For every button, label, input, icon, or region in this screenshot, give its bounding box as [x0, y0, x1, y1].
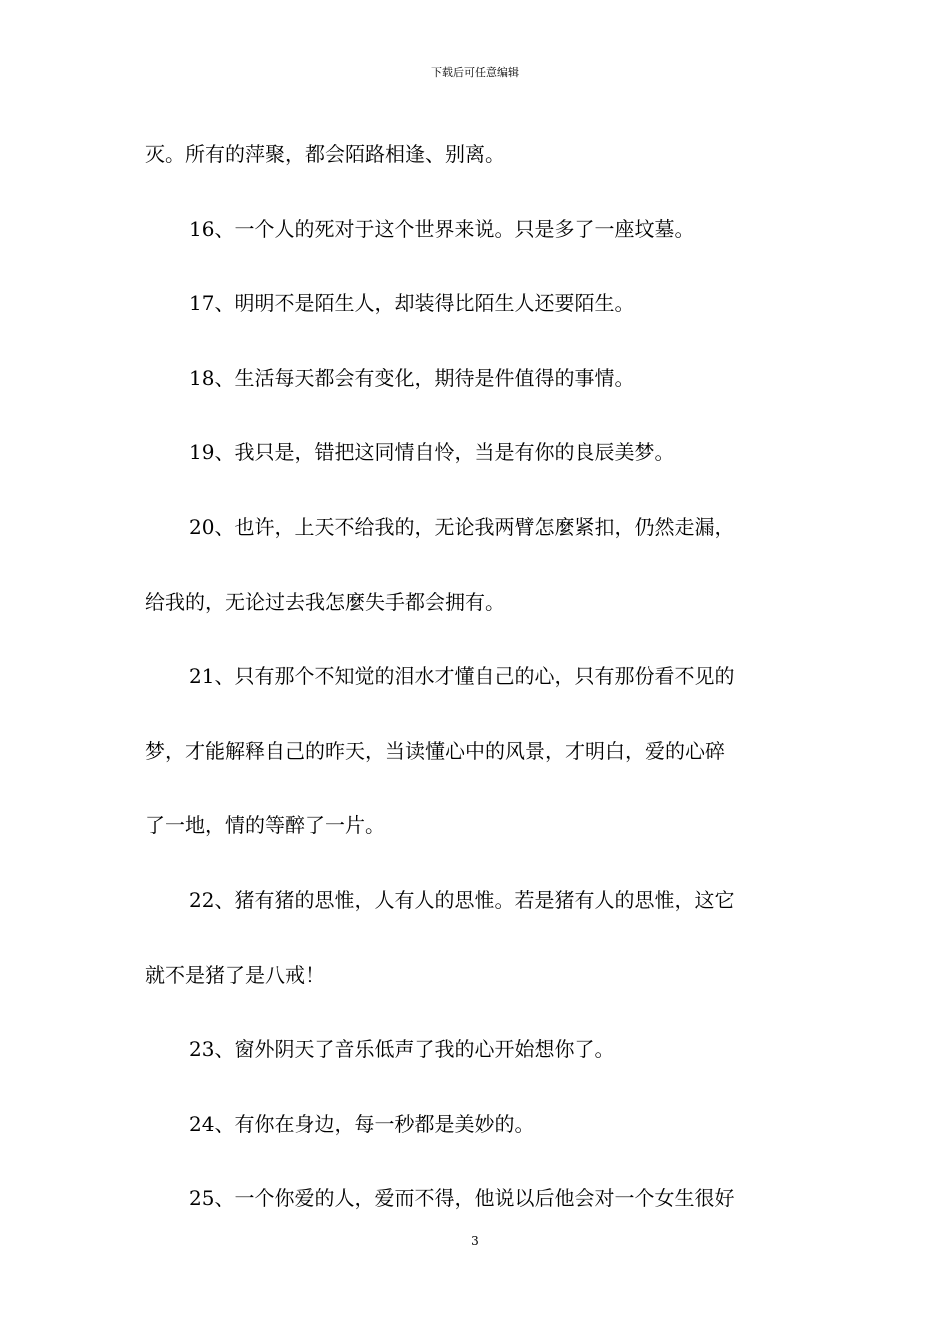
text-line: 18、生活每天都会有变化，期待是件值得的事情。 — [189, 365, 635, 390]
text-line: 17、明明不是陌生人，却装得比陌生人还要陌生。 — [189, 291, 635, 316]
text-line: 19、我只是，错把这同情自怜，当是有你的良辰美梦。 — [189, 440, 675, 465]
text-line: 20、也许，上天不给我的，无论我两臂怎麼紧扣，仍然走漏， — [189, 514, 735, 539]
text-line: 给我的，无论过去我怎麼失手都会拥有。 — [145, 589, 505, 614]
text-line: 16、一个人的死对于这个世界来说。只是多了一座坟墓。 — [189, 216, 695, 241]
page-number: 3 — [471, 1234, 479, 1248]
text-line: 灭。所有的萍聚，都会陌路相逢、别离。 — [145, 142, 505, 166]
document-body — [145, 138, 810, 1257]
text-line: 24、有你在身边，每一秒都是美妙的。 — [189, 1111, 535, 1136]
text-line: 梦，才能解释自己的昨天，当读懂心中的风景，才明白，爱的心碎 — [145, 738, 725, 763]
text-line: 了一地，情的等醉了一片。 — [145, 813, 385, 838]
text-line: 就不是猪了是八戒！ — [145, 962, 325, 987]
page-header: 下载后可任意编辑 — [431, 66, 519, 79]
text-line: 25、一个你爱的人，爱而不得，他说以后他会对一个女生很好 — [189, 1186, 735, 1211]
text-line: 21、只有那个不知觉的泪水才懂自己的心，只有那份看不见的 — [189, 664, 735, 689]
text-line: 22、猪有猪的思惟，人有人的思惟。若是猪有人的思惟，这它 — [189, 887, 735, 912]
text-line: 23、窗外阴天了音乐低声了我的心开始想你了。 — [189, 1037, 615, 1062]
